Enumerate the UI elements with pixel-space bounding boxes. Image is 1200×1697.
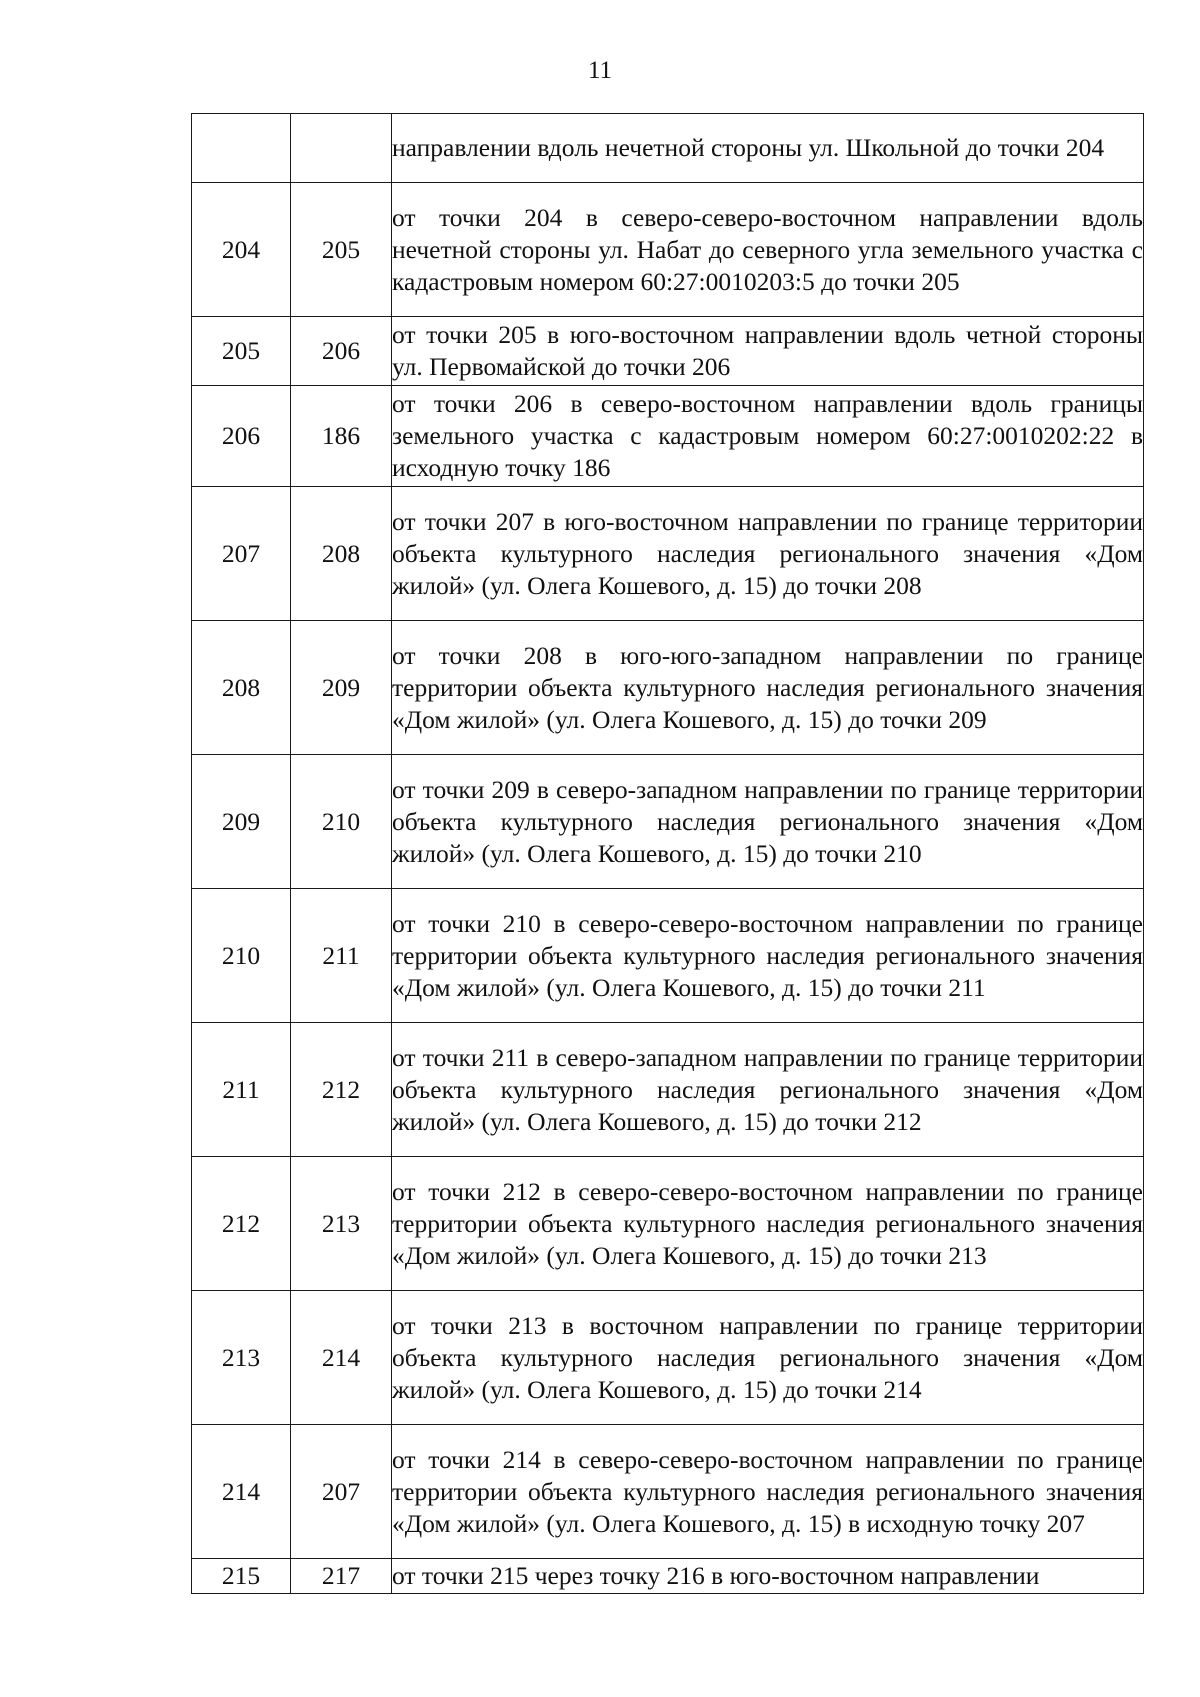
from-point-cell: 204 bbox=[192, 183, 291, 317]
table-row bbox=[192, 1425, 1144, 1559]
from-point-cell: 211 bbox=[192, 1023, 291, 1157]
description-cell: от точки 207 в юго-восточном направлении по границе территории объекта культурного наследия регионального значения «Дом жилой» (ул. Олега Кошевого, д. 15) до точки 208 bbox=[392, 487, 1144, 621]
table-row bbox=[192, 755, 1144, 889]
description-cell: от точки 211 в северо-западном направлении по границе территории объекта культурного наследия регионального значения «Дом жилой» (ул. Олега Кошевого, д. 15) до точки 212 bbox=[392, 1023, 1144, 1157]
to-point-cell: 206 bbox=[291, 317, 392, 386]
to-point-cell: 210 bbox=[291, 755, 392, 889]
page-number: 11 bbox=[587, 57, 613, 84]
table-row bbox=[192, 889, 1144, 1023]
description-cell: от точки 210 в северо-северо-восточном направлении по границе территории объекта культурного наследия регионального значения «Дом жилой» (ул. Олега Кошевого, д. 15) до точки 211 bbox=[392, 889, 1144, 1023]
from-point-cell: 214 bbox=[192, 1425, 291, 1559]
description-cell: от точки 205 в юго-восточном направлении вдоль четной стороны ул. Первомайской до точки 206 bbox=[392, 317, 1144, 386]
table-row bbox=[192, 1023, 1144, 1157]
description-cell: от точки 204 в северо-северо-восточном направлении вдоль нечетной стороны ул. Набат до северного угла земельного участка с кадастровым номером 60:27:0010203:5 до точки 205 bbox=[392, 183, 1144, 317]
to-point-cell: 209 bbox=[291, 621, 392, 755]
to-point-cell: 208 bbox=[291, 487, 392, 621]
to-point-cell: 207 bbox=[291, 1425, 392, 1559]
from-point-cell: 206 bbox=[192, 386, 291, 487]
from-point-cell: 212 bbox=[192, 1157, 291, 1291]
description-cell: от точки 215 через точку 216 в юго-восточном направлении bbox=[392, 1559, 1144, 1594]
from-point-cell: 213 bbox=[192, 1291, 291, 1425]
description-cell: от точки 209 в северо-западном направлении по границе территории объекта культурного наследия регионального значения «Дом жилой» (ул. Олега Кошевого, д. 15) до точки 210 bbox=[392, 755, 1144, 889]
table-row bbox=[192, 1291, 1144, 1425]
to-point-cell: 205 bbox=[291, 183, 392, 317]
description-cell: от точки 206 в северо-восточном направлении вдоль границы земельного участка с кадастровым номером 60:27:0010202:22 в исходную точку 186 bbox=[392, 386, 1144, 487]
to-point-cell: 212 bbox=[291, 1023, 392, 1157]
to-point-cell: 186 bbox=[291, 386, 392, 487]
description-cell: от точки 214 в северо-северо-восточном направлении по границе территории объекта культурного наследия регионального значения «Дом жилой» (ул. Олега Кошевого, д. 15) в исходную точку 207 bbox=[392, 1425, 1144, 1559]
to-point-cell: 214 bbox=[291, 1291, 392, 1425]
to-point-cell: 217 bbox=[291, 1559, 392, 1594]
from-point-cell: 205 bbox=[192, 317, 291, 386]
to-point-cell bbox=[291, 114, 392, 183]
table-row bbox=[192, 114, 1144, 183]
from-point-cell: 209 bbox=[192, 755, 291, 889]
table-row bbox=[192, 386, 1144, 487]
description-cell: от точки 212 в северо-северо-восточном направлении по границе территории объекта культурного наследия регионального значения «Дом жилой» (ул. Олега Кошевого, д. 15) до точки 213 bbox=[392, 1157, 1144, 1291]
table-row bbox=[192, 621, 1144, 755]
from-point-cell: 210 bbox=[192, 889, 291, 1023]
table-row bbox=[192, 487, 1144, 621]
table-row bbox=[192, 183, 1144, 317]
route-description-table bbox=[191, 113, 1144, 1594]
description-cell: направлении вдоль нечетной стороны ул. Школьной до точки 204 bbox=[392, 114, 1144, 183]
description-cell: от точки 208 в юго-юго-западном направлении по границе территории объекта культурного наследия регионального значения «Дом жилой» (ул. Олега Кошевого, д. 15) до точки 209 bbox=[392, 621, 1144, 755]
table-row bbox=[192, 1157, 1144, 1291]
description-cell: от точки 213 в восточном направлении по границе территории объекта культурного наследия регионального значения «Дом жилой» (ул. Олега Кошевого, д. 15) до точки 214 bbox=[392, 1291, 1144, 1425]
table-row bbox=[192, 1559, 1144, 1594]
from-point-cell bbox=[192, 114, 291, 183]
to-point-cell: 213 bbox=[291, 1157, 392, 1291]
from-point-cell: 207 bbox=[192, 487, 291, 621]
table-row bbox=[192, 317, 1144, 386]
from-point-cell: 208 bbox=[192, 621, 291, 755]
from-point-cell: 215 bbox=[192, 1559, 291, 1594]
to-point-cell: 211 bbox=[291, 889, 392, 1023]
